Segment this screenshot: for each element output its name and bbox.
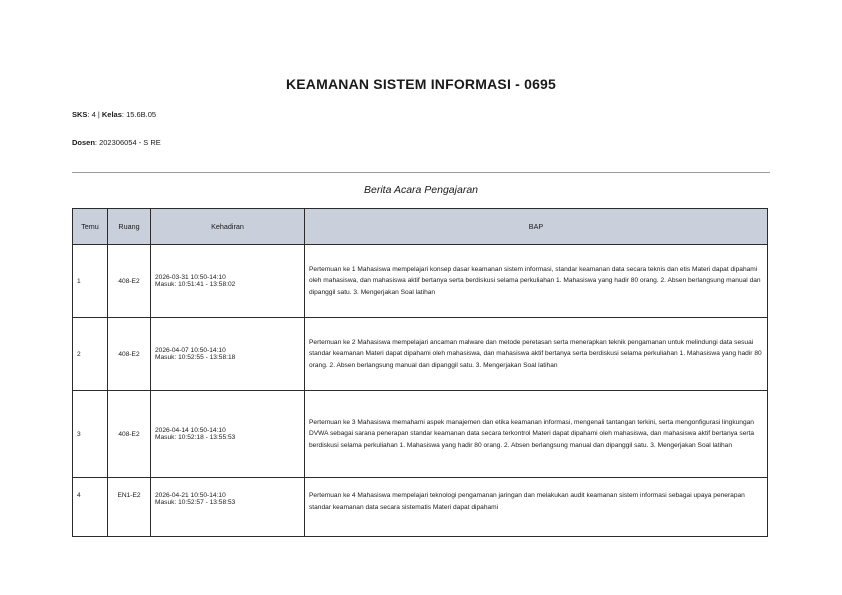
masuk-text: Masuk: 10:52:18 - 13:55:53 bbox=[155, 434, 236, 441]
dosen-label: Dosen bbox=[72, 138, 95, 147]
header-temu: Temu bbox=[73, 209, 108, 245]
sks-kelas-line bbox=[72, 110, 156, 119]
cell-bap: Pertemuan ke 1 Mahasiswa mempelajari konsep dasar keamanan sistem informasi, standar keamanan data secara teknis dan etis Materi dapat dipahami oleh mahasiswa, dan mahasiswa aktif bertanya serta berdiskusi selama perkuliahan 1. Mahasiswa yang hadir 80 orang. 2. Absen berlangsung manual dan dipanggil satu. 3. Mengerjakan Soal latihan bbox=[305, 245, 768, 318]
jadwal-text: 2026-04-07 10:50-14:10 bbox=[155, 347, 226, 354]
dosen-value: : 202306054 - S RE bbox=[94, 138, 161, 147]
table-row bbox=[73, 318, 768, 391]
jadwal-text: 2026-04-21 10:50-14:10 bbox=[155, 492, 226, 499]
header-kehadiran: Kehadiran bbox=[151, 209, 305, 245]
masuk-text: Masuk: 10:52:57 - 13:58:53 bbox=[155, 499, 236, 506]
table-header-row bbox=[73, 209, 768, 245]
jadwal-text: 2026-04-14 10:50-14:10 bbox=[155, 427, 226, 434]
cell-ruang: EN1-E2 bbox=[108, 478, 151, 537]
divider bbox=[72, 172, 770, 173]
cell-temu: 1 bbox=[73, 245, 108, 318]
dosen-line bbox=[72, 138, 161, 147]
document-title: KEAMANAN SISTEM INFORMASI - 0695 bbox=[285, 76, 557, 92]
kelas-value: : 15.6B.05 bbox=[121, 110, 157, 119]
header-ruang: Ruang bbox=[108, 209, 151, 245]
table-row bbox=[73, 478, 768, 537]
cell-kehadiran bbox=[151, 478, 305, 537]
section-title: Berita Acara Pengajaran bbox=[363, 184, 478, 196]
cell-ruang: 408-E2 bbox=[108, 318, 151, 391]
masuk-text: Masuk: 10:51:41 - 13:58:02 bbox=[155, 281, 236, 288]
table-row bbox=[73, 245, 768, 318]
cell-temu: 4 bbox=[73, 478, 108, 537]
cell-temu: 2 bbox=[73, 318, 108, 391]
cell-kehadiran bbox=[151, 245, 305, 318]
table-row bbox=[73, 391, 768, 478]
jadwal-text: 2026-03-31 10:50-14:10 bbox=[155, 274, 226, 281]
cell-bap: Pertemuan ke 3 Mahasiswa memahami aspek manajemen dan etika keamanan informasi, mengenali tantangan terkini, serta mengonfigurasi lingkungan DVWA sebagai sarana penerapan standar keamanan data secara terkontrol Materi dapat dipahami oleh mahasiswa, dan mahasiswa aktif bertanya serta berdiskusi selama perkuliahan 1. Mahasiswa yang hadir 80 orang. 2. Absen berlangsung manual dan dipanggil satu. 3. Mengerjakan Soal latihan bbox=[305, 391, 768, 478]
cell-kehadiran bbox=[151, 391, 305, 478]
bap-table bbox=[72, 208, 768, 537]
header-bap: BAP bbox=[305, 209, 768, 245]
cell-bap: Pertemuan ke 2 Mahasiswa mempelajari ancaman malware dan metode peretasan serta menerapkan teknik pengamanan untuk melindungi data sesuai standar keamanan Materi dapat dipahami oleh mahasiswa, dan mahasiswa aktif bertanya serta berdiskusi selama perkuliahan 1. Mahasiswa yang hadir 80 orang. 2. Absen berlangsung manual dan dipanggil satu. 3. Mengerjakan Soal latihan bbox=[305, 318, 768, 391]
cell-bap: Pertemuan ke 4 Mahasiswa mempelajari teknologi pengamanan jaringan dan melakukan audit keamanan sistem informasi sebagai upaya penerapan standar keamanan data secara sistematis Materi dapat dipahami bbox=[305, 478, 768, 537]
masuk-text: Masuk: 10:52:55 - 13:58:18 bbox=[155, 354, 236, 361]
cell-ruang: 408-E2 bbox=[108, 245, 151, 318]
kelas-label: Kelas bbox=[101, 110, 122, 119]
sks-value: : 4 | bbox=[87, 110, 102, 119]
cell-kehadiran bbox=[151, 318, 305, 391]
sks-label: SKS bbox=[72, 110, 88, 119]
cell-temu: 3 bbox=[73, 391, 108, 478]
cell-ruang: 408-E2 bbox=[108, 391, 151, 478]
